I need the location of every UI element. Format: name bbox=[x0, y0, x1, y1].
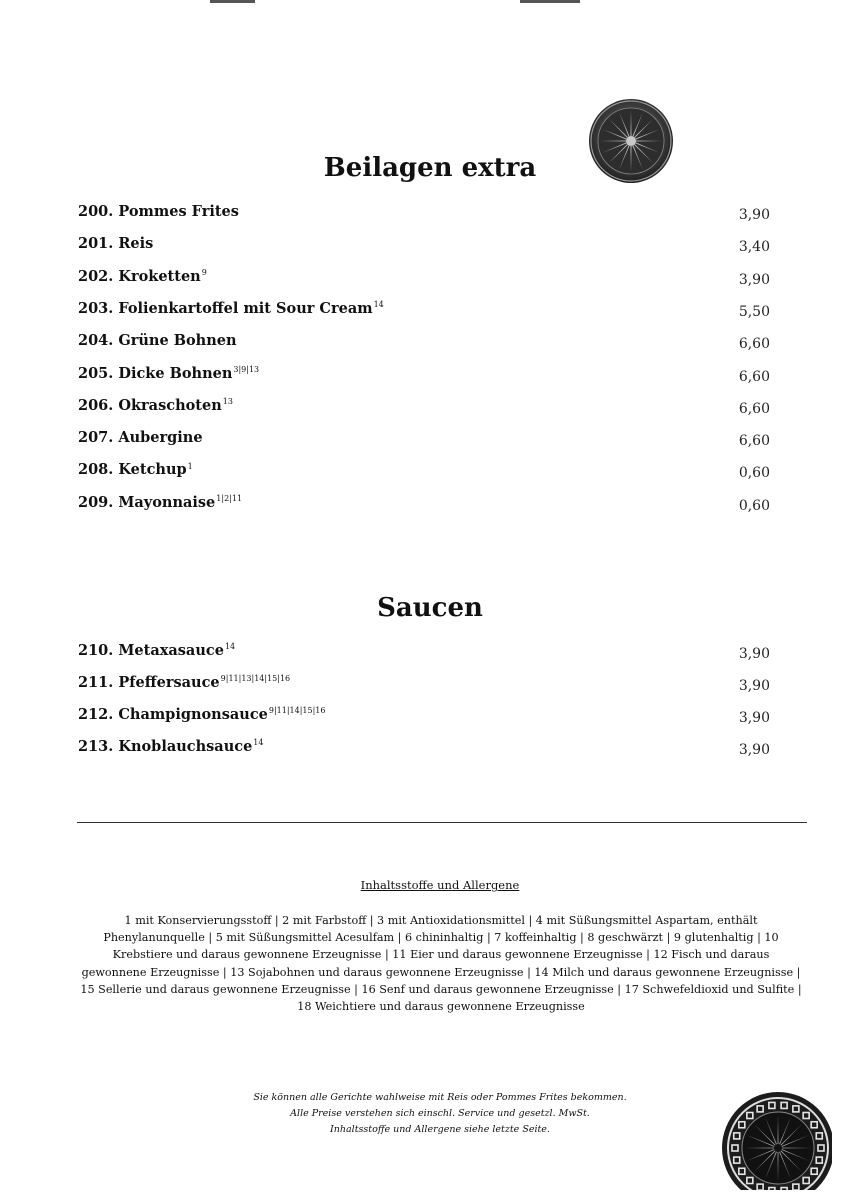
menu-item-name bbox=[78, 738, 263, 755]
menu-item bbox=[78, 429, 770, 451]
menu-item bbox=[78, 397, 770, 419]
menu-item bbox=[78, 706, 770, 728]
menu-item bbox=[78, 235, 770, 257]
menu-item bbox=[78, 738, 770, 760]
menu-item-label: 207. Aubergine bbox=[78, 429, 203, 447]
menu-item bbox=[78, 642, 770, 664]
menu-item-price: 3,90 bbox=[738, 271, 770, 288]
menu-item-name bbox=[78, 706, 325, 723]
menu-item-label: 213. Knoblauchsauce bbox=[78, 738, 253, 755]
menu-item-label: 203. Folienkartoffel mit Sour Cream bbox=[78, 299, 373, 317]
menu-item-price: 0,60 bbox=[738, 465, 770, 482]
allergen-codes: 14 bbox=[373, 300, 384, 310]
allergen-codes: 3|9|13 bbox=[233, 364, 260, 374]
footer-line: Inhaltsstoffe und Allergene siehe letzte Seite. bbox=[330, 1124, 550, 1135]
menu-item-name bbox=[78, 203, 239, 220]
menu-item-label: 200. Pommes Frites bbox=[78, 203, 239, 220]
menu-item bbox=[78, 268, 770, 290]
menu-item-label: 212. Champignonsauce bbox=[78, 706, 268, 723]
menu-item-price: 3,90 bbox=[738, 678, 770, 694]
menu-item-name bbox=[78, 397, 233, 414]
footer-note bbox=[210, 1090, 670, 1138]
allergen-codes: 9|11|13|14|15|16 bbox=[220, 674, 291, 684]
menu-item-price: 3,90 bbox=[738, 207, 770, 223]
allergen-codes: 14 bbox=[224, 642, 236, 652]
menu-item-name bbox=[78, 365, 259, 382]
allergen-list: 1 mit Konservierungsstoff | 2 mit Farbstoff | 3 mit Antioxidationsmittel | 4 mit Süßungsmittel Aspartam, enthält Phenylanunquelle | 5 mit Süßungsmittel Acesulfam | 6 chininhaltig | 7 koffeinhaltig | 8 geschwärzt | 9 glutenhaltig | 10 Krebstiere und daraus gewonnene Erzeugnisse | 11 Eier und daraus gewonnene Erzeugnisse | 12 Fisch und daraus gewonnene Erzeugnisse | 13 Sojabohnen und daraus gewonnene Erzeugnisse | 14 Milch und daraus gewonnene Erzeugnisse | 15 Sellerie und daraus gewonnene Erzeugnisse | 16 Senf und daraus gewonnene Erzeugnisse | 17 Schwefeldioxid und Sulfite | 18 Weichtiere und daraus gewonnene Erzeugnisse bbox=[80, 914, 802, 1014]
section-title-beilagen: Beilagen extra bbox=[323, 153, 537, 183]
menu-item bbox=[78, 365, 770, 387]
menu-item bbox=[78, 461, 770, 483]
menu-item-label: 204. Grüne Bohnen bbox=[78, 332, 237, 350]
menu-item-label: 210. Metaxasauce bbox=[78, 642, 224, 659]
allergen-heading: Inhaltsstoffe und Allergene bbox=[360, 878, 520, 892]
allergen-codes: 9 bbox=[201, 267, 207, 277]
menu-item-label: 209. Mayonnaise bbox=[78, 493, 216, 511]
divider-line bbox=[77, 822, 807, 823]
menu-item-label: 202. Kroketten bbox=[78, 267, 201, 285]
menu-item-price: 6,60 bbox=[738, 400, 770, 417]
allergen-codes: 9|11|14|15|16 bbox=[268, 706, 326, 716]
menu-item-price: 3,90 bbox=[738, 710, 770, 726]
menu-item-price: 5,50 bbox=[738, 303, 770, 320]
menu-item bbox=[78, 332, 770, 354]
allergen-codes: 14 bbox=[253, 738, 264, 748]
menu-item-name bbox=[78, 674, 290, 691]
footer-line: Sie können alle Gerichte wahlweise mit Reis oder Pommes Frites bekommen. bbox=[253, 1092, 627, 1103]
menu-item bbox=[78, 674, 770, 696]
menu-item bbox=[78, 203, 770, 225]
menu-item-price: 0,60 bbox=[738, 497, 770, 514]
menu-item-name bbox=[78, 494, 242, 511]
menu-item-name bbox=[78, 461, 193, 478]
allergen-codes: 1|2|11 bbox=[216, 493, 243, 503]
menu-item-price: 6,60 bbox=[738, 368, 770, 385]
cropped-header-remnant bbox=[200, 0, 580, 4]
section-title-saucen: Saucen bbox=[377, 593, 483, 623]
menu-item-price: 3,90 bbox=[738, 646, 770, 662]
menu-item-label: 211. Pfeffersauce bbox=[78, 674, 220, 691]
greek-meander-emblem-icon bbox=[720, 1090, 832, 1190]
menu-item-price: 6,60 bbox=[738, 336, 770, 353]
menu-item-label: 201. Reis bbox=[78, 235, 154, 253]
menu-item-name bbox=[78, 268, 207, 285]
allergen-codes: 1 bbox=[187, 461, 193, 471]
menu-item-price: 3,40 bbox=[738, 239, 770, 256]
menu-item-name bbox=[78, 235, 153, 252]
menu-item bbox=[78, 300, 770, 322]
menu-item-price: 6,60 bbox=[738, 433, 770, 450]
menu-item-label: 208. Ketchup bbox=[78, 461, 187, 479]
allergen-codes: 13 bbox=[222, 396, 233, 406]
menu-item-price: 3,90 bbox=[738, 742, 770, 758]
menu-item-name bbox=[78, 332, 237, 349]
menu-item-label: 206. Okraschoten bbox=[78, 396, 222, 414]
footer-line: Alle Preise verstehen sich einschl. Service und gesetzl. MwSt. bbox=[290, 1108, 590, 1119]
menu-item-name bbox=[78, 642, 235, 659]
menu-item-name bbox=[78, 300, 384, 317]
menu-item-name bbox=[78, 429, 203, 446]
menu-item bbox=[78, 494, 770, 516]
menu-item-label: 205. Dicke Bohnen bbox=[78, 364, 233, 382]
